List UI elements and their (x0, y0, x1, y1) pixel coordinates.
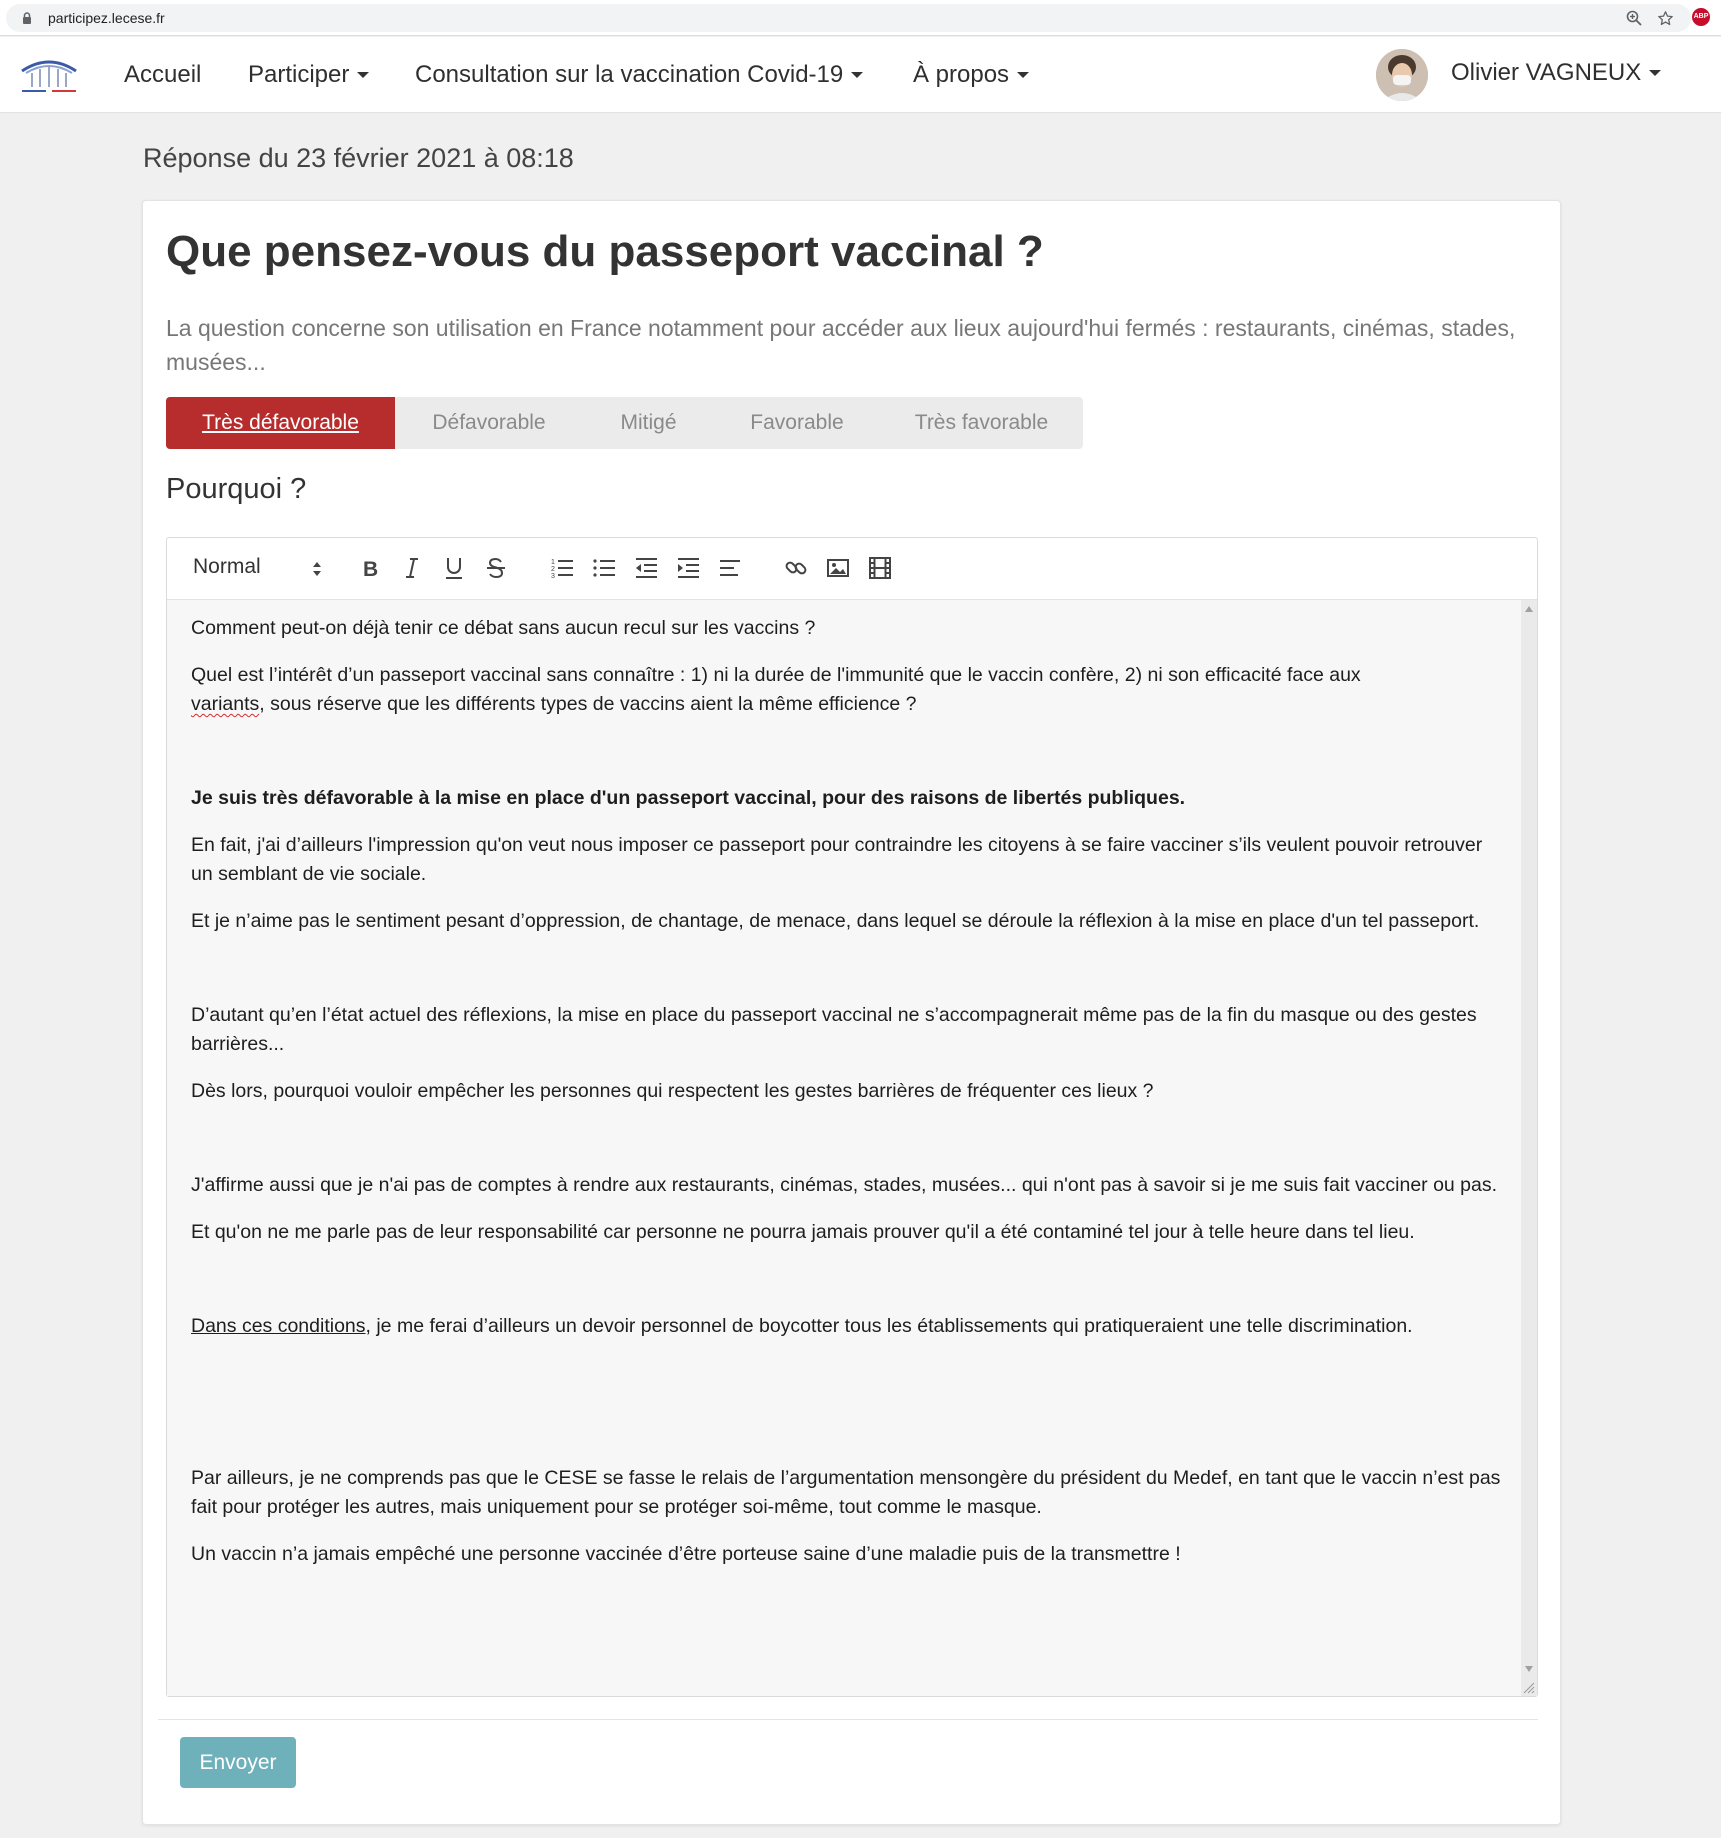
align-button[interactable] (717, 555, 743, 581)
cese-logo[interactable] (18, 51, 80, 95)
underline-button[interactable] (441, 555, 467, 581)
editor-paragraph: Comment peut-on déjà tenir ce débat sans aucun recul sur les vaccins ? (191, 617, 816, 639)
editor-paragraph-bold: Je suis très défavorable à la mise en place d'un passeport vaccinal, pour des raisons de libertés publiques. (191, 787, 1186, 809)
bold-button[interactable] (357, 555, 383, 581)
editor-paragraph: Dans ces conditions, je me ferai d’ailleurs un devoir personnel de boycotter tous les établissements qui pratiqueraient une telle discrimination. (191, 1315, 1413, 1337)
underline-icon (441, 555, 467, 581)
image-button[interactable] (825, 555, 851, 581)
strikethrough-icon (483, 555, 509, 581)
editor-text[interactable] (191, 614, 1501, 1587)
question-description: La question concerne son utilisation en France notamment pour accéder aux lieux aujourd'hui fermés : restaurants, cinémas, stades, musées... (166, 315, 1516, 375)
indent-button[interactable] (675, 555, 701, 581)
strike-button[interactable] (483, 555, 509, 581)
bullet-list-icon (591, 555, 617, 581)
nav-accueil[interactable]: Accueil (124, 61, 202, 88)
submit-button[interactable]: Envoyer (180, 1737, 296, 1788)
editor-paragraph: Quel est l’intérêt d’un passeport vaccinal sans connaître : 1) ni la durée de l'immunité que le vaccin confère, 2) ni son efficacité face aux variants, sous réserve que les différents types de vaccins aient la même efficience ? (191, 664, 1361, 715)
link-button[interactable] (783, 555, 809, 581)
user-avatar[interactable] (1376, 49, 1428, 101)
video-button[interactable] (867, 555, 893, 581)
divider (158, 1719, 1538, 1720)
nav-a-propos[interactable]: À propos (913, 61, 1029, 89)
editor-paragraph: Dès lors, pourquoi vouloir empêcher les personnes qui respectent les gestes barrières de fréquenter ces lieux ? (191, 1080, 1154, 1102)
svg-text:3: 3 (551, 573, 555, 580)
ordered-list-button[interactable] (549, 555, 575, 581)
nav-consultation[interactable]: Consultation sur la vaccination Covid-19 (415, 61, 863, 89)
question-card (142, 200, 1561, 1825)
bold-icon (357, 555, 383, 581)
image-icon (825, 555, 851, 581)
adblock-icon[interactable]: ABP (1692, 8, 1710, 26)
outdent-button[interactable] (633, 555, 659, 581)
indent-icon (675, 555, 701, 581)
underlined-text: Dans ces conditions (191, 1315, 366, 1337)
video-icon (867, 555, 893, 581)
rich-text-editor (166, 537, 1538, 1697)
caret-down-icon (1017, 72, 1029, 78)
editor-paragraph: En fait, j'ai d’ailleurs l'impression qu'on veut nous imposer ce passeport pour contraindre les citoyens à se faire vacciner s’ils veulent pouvoir retrouver un semblant de vie sociale. (191, 834, 1483, 885)
rating-selector (166, 397, 1083, 449)
scroll-up-arrow-icon[interactable] (1525, 606, 1533, 612)
rating-option-favorable[interactable]: Favorable (750, 411, 844, 434)
italic-button[interactable] (399, 555, 425, 581)
editor-scrollbar[interactable] (1521, 600, 1537, 1696)
editor-paragraph: Un vaccin n’a jamais empêché une personne vaccinée d’être porteuse saine d’une maladie puis de la transmettre ! (191, 1543, 1181, 1565)
italic-icon (399, 555, 425, 581)
site-navbar (0, 37, 1721, 113)
rating-option-tres-defavorable[interactable]: Très défavorable (166, 397, 395, 449)
editor-paragraph: J'affirme aussi que je n'ai pas de comptes à rendre aux restaurants, cinémas, stades, musées... qui n'ont pas à savoir si je me suis fait vacciner ou pas. (191, 1174, 1498, 1196)
response-date-heading: Réponse du 23 février 2021 à 08:18 (143, 143, 574, 173)
address-bar[interactable] (6, 4, 1691, 32)
why-label: Pourquoi ? (166, 473, 307, 505)
editor-toolbar (167, 538, 1537, 600)
format-select[interactable]: Normal (193, 555, 323, 583)
ordered-list-icon (549, 555, 575, 581)
misspelled-word: variants (191, 693, 260, 715)
lock-icon (20, 11, 34, 25)
user-menu[interactable]: Olivier VAGNEUX (1451, 59, 1661, 87)
select-arrows-icon (311, 558, 323, 580)
question-title: Que pensez-vous du passeport vaccinal ? (166, 227, 1044, 276)
zoom-icon[interactable] (1626, 10, 1642, 26)
editor-paragraph: Et je n’aime pas le sentiment pesant d’oppression, de chantage, de menace, dans lequel se déroule la réflexion à la mise en place d'un tel passeport. (191, 910, 1480, 932)
caret-down-icon (357, 72, 369, 78)
rating-option-defavorable[interactable]: Défavorable (432, 411, 546, 434)
url-text[interactable]: participez.lecese.fr (48, 10, 165, 26)
editor-paragraph: Par ailleurs, je ne comprends pas que le CESE se fasse le relais de l’argumentation mensongère du président du Medef, en tant que le vaccin n’est pas fait pour protéger les autres, mais uniquement pour se protéger soi-même, tout comme le masque. (191, 1467, 1501, 1518)
rating-option-mitige[interactable]: Mitigé (620, 411, 677, 434)
svg-text:B: B (363, 558, 379, 581)
editor-paragraph: D’autant qu’en l’état actuel des réflexions, la mise en place du passeport vaccinal ne s’accompagnerait même pas de la fin du masque ou des gestes barrières... (191, 1004, 1477, 1055)
scroll-down-arrow-icon[interactable] (1525, 1666, 1533, 1672)
editor-paragraph: Et qu'on ne me parle pas de leur responsabilité car personne ne pourra jamais prouver qu'il a été contaminé tel jour à telle heure dans tel lieu. (191, 1221, 1415, 1243)
bullet-list-button[interactable] (591, 555, 617, 581)
bookmark-star-icon[interactable] (1657, 10, 1674, 27)
outdent-icon (633, 555, 659, 581)
caret-down-icon (1649, 70, 1661, 76)
svg-text:1: 1 (551, 559, 555, 566)
rating-option-tres-favorable[interactable]: Très favorable (914, 411, 1049, 434)
caret-down-icon (851, 72, 863, 78)
align-left-icon (717, 555, 743, 581)
browser-bar (0, 0, 1721, 36)
svg-text:2: 2 (551, 566, 555, 573)
resize-handle-icon[interactable] (1521, 1680, 1535, 1694)
link-icon (783, 555, 809, 581)
editor-content-area[interactable] (167, 600, 1537, 1696)
nav-participer[interactable]: Participer (248, 61, 369, 89)
